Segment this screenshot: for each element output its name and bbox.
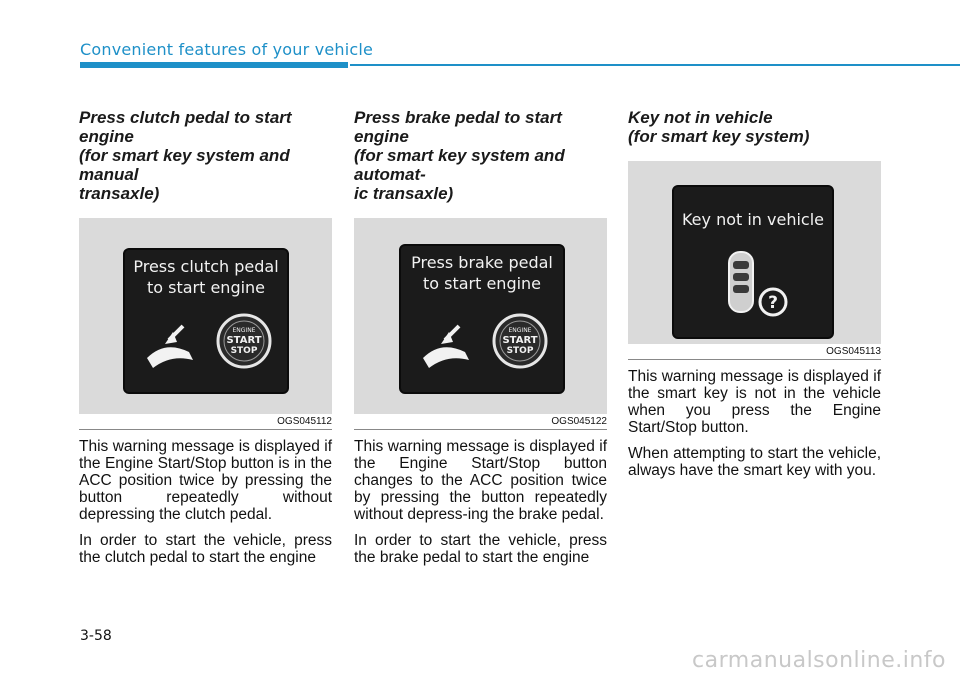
button-label-line: STOP: [506, 346, 534, 356]
section-heading: Key not in vehicle (for smart key system): [628, 108, 810, 146]
question-mark-icon: [758, 287, 788, 317]
warning-figure: [628, 161, 881, 344]
button-label-line: START: [226, 335, 262, 346]
display-message-line: to start engine: [422, 274, 542, 293]
display-message-line: Press clutch pedal: [133, 257, 279, 276]
display-message-line: Press brake pedal: [411, 253, 553, 272]
body-paragraph: This warning message is displayed if the Engine Start/Stop button is in the ACC position twice by pressing the button repeatedly without depressing the clutch pedal.: [79, 438, 332, 523]
engine-start-stop-button-icon: [215, 312, 273, 370]
cluster-display: [399, 244, 565, 394]
smart-key-icon: [726, 249, 756, 315]
display-message-line: to start engine: [146, 278, 266, 297]
figure-code: OGS045112: [277, 416, 332, 427]
header-rule: [350, 64, 960, 66]
figure-code: OGS045122: [551, 416, 607, 427]
section-heading: Press clutch pedal to start engine (for smart key system and manual transaxle): [79, 108, 292, 203]
body-paragraph: When attempting to start the vehicle, always have the smart key with you.: [628, 445, 881, 479]
button-label-line: START: [502, 335, 538, 346]
pedal-arrow-icon: [143, 318, 209, 374]
pedal-arrow-icon: [419, 318, 485, 374]
cluster-display: [672, 185, 834, 339]
figure-divider: [354, 429, 607, 430]
figure-divider: [79, 429, 332, 430]
cluster-display: [123, 248, 289, 394]
page-number: 3-58: [80, 628, 112, 644]
header-accent-bar: [80, 62, 348, 68]
engine-start-stop-button-icon: [491, 312, 549, 370]
body-paragraph: This warning message is displayed if the smart key is not in the vehicle when you press the Engine Start/Stop button.: [628, 368, 881, 436]
body-paragraph: This warning message is displayed if the Engine Start/Stop button changes to the ACC position twice by pressing the button repeatedly without depress-ing the brake pedal.: [354, 438, 607, 523]
warning-figure: [354, 218, 607, 414]
column-clutch-pedal: [79, 108, 332, 566]
figure-divider: [628, 359, 881, 360]
body-paragraph: In order to start the vehicle, press the clutch pedal to start the engine: [79, 532, 332, 566]
column-brake-pedal: [354, 108, 607, 566]
watermark: carmanualsonline.info: [692, 648, 946, 673]
figure-code: OGS045113: [826, 346, 881, 357]
button-label-line: STOP: [230, 346, 258, 356]
button-label-line: ENGINE: [508, 327, 532, 334]
column-key-not-in-vehicle: [628, 108, 881, 479]
display-message-line: Key not in vehicle: [681, 210, 825, 229]
section-title: Convenient features of your vehicle: [80, 40, 374, 59]
section-heading: Press brake pedal to start engine (for smart key system and automat- ic transaxle): [354, 108, 565, 203]
warning-figure: [79, 218, 332, 414]
svg-text:?: ?: [768, 293, 778, 313]
button-label-line: ENGINE: [232, 327, 256, 334]
body-paragraph: In order to start the vehicle, press the brake pedal to start the engine: [354, 532, 607, 566]
